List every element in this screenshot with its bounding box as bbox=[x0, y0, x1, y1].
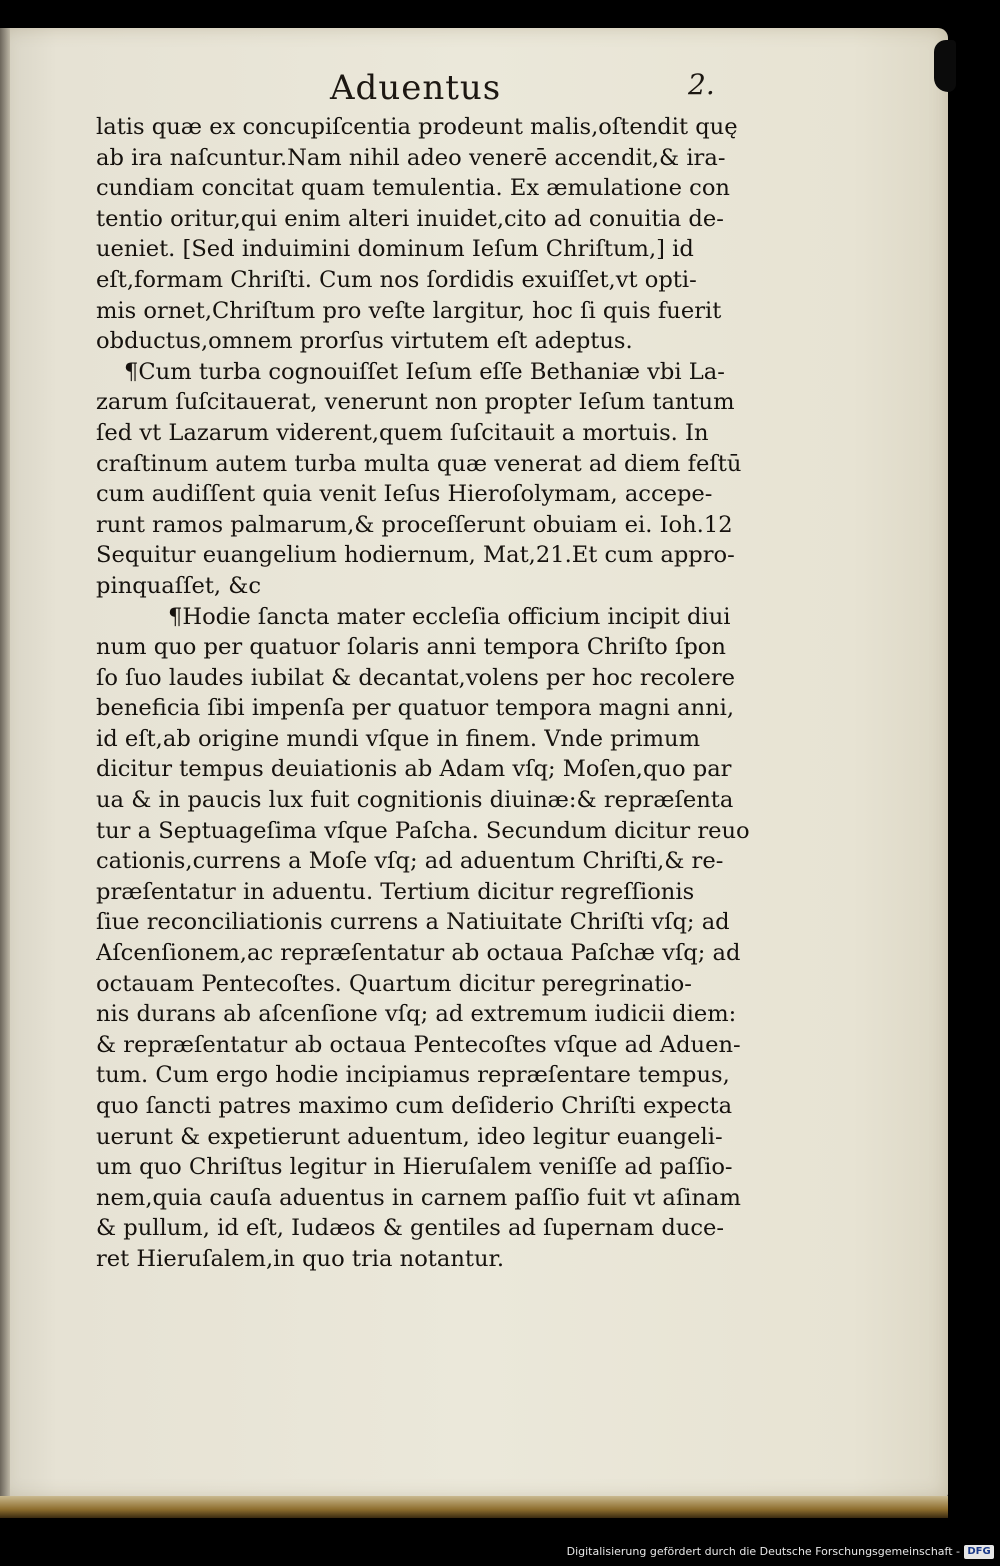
text-line: ueniet. [Sed induimini dominum Ieſum Chriſtum,] id bbox=[96, 236, 694, 263]
running-head: Aduentus bbox=[330, 68, 502, 108]
folio-number: 2. bbox=[688, 68, 715, 101]
text-line: tur a Septuageſima vſque Paſcha. Secundum dicitur reuo bbox=[96, 817, 750, 844]
dfg-logo: DFG bbox=[964, 1545, 994, 1559]
text-line: nem,quia cauſa aduentus in carnem paſſio fuit vt aſinam bbox=[96, 1184, 741, 1211]
text-line: ſiue reconciliationis currens a Natiuitate Chriſti vſq; ad bbox=[96, 909, 730, 936]
body-text bbox=[96, 112, 776, 1275]
text-line: nis durans ab aſcenſione vſq; ad extremum iudicii diem: bbox=[96, 1001, 737, 1028]
text-line: ſo ſuo laudes iubilat & decantat,volens per hoc recolere bbox=[96, 664, 736, 691]
page-header bbox=[0, 62, 948, 112]
text-line: ret Hieruſalem,in quo tria notantur. bbox=[96, 1245, 505, 1272]
text-line: ab ira naſcuntur.Nam nihil adeo venerē accendit,& ira- bbox=[96, 144, 726, 171]
text-line: cum audiſſent quia venit Ieſus Hieroſolymam, accepe- bbox=[96, 481, 713, 508]
text-line: ¶Hodie ſancta mater eccleſia officium incipit diui bbox=[168, 603, 731, 630]
text-line: ua & in paucis lux fuit cognitionis diuinæ:& repræſenta bbox=[96, 787, 734, 814]
page-bottom-edge bbox=[0, 1496, 948, 1518]
text-line: & repræſentatur ab octaua Pentecoſtes vſque ad Aduen- bbox=[96, 1031, 741, 1058]
footer-bar bbox=[0, 1528, 1000, 1566]
digitization-credit: Digitalisierung gefördert durch die Deutsche Forschungsgemeinschaft - bbox=[566, 1545, 960, 1558]
text-line: cundiam concitat quam temulentia. Ex æmulatione con bbox=[96, 175, 730, 202]
text-line: beneficia ſibi impenſa per quatuor tempora magni anni, bbox=[96, 695, 735, 722]
text-line: dicitur tempus deuiationis ab Adam vſq; Moſen,quo par bbox=[96, 756, 732, 783]
text-line: id eſt,ab origine mundi vſque in finem. Vnde primum bbox=[96, 725, 701, 752]
text-line: mis ornet,Chriſtum pro veſte largitur, hoc ſi quis fuerit bbox=[96, 297, 722, 324]
text-line: octauam Pentecoſtes. Quartum dicitur peregrinatio- bbox=[96, 970, 692, 997]
text-line: runt ramos palmarum,& proceſſerunt obuiam ei. Ioh.12 bbox=[96, 511, 733, 538]
text-line: ¶Cum turba cognouiſſet Ieſum eſſe Bethaniæ vbi La- bbox=[124, 358, 725, 385]
text-line: zarum ſuſcitauerat, venerunt non propter Ieſum tantum bbox=[96, 389, 735, 416]
text-line: pinquaſſet, &c bbox=[96, 572, 262, 599]
page-gutter bbox=[0, 28, 10, 1498]
text-line: quo ſancti patres maximo cum deſiderio Chriſti expecta bbox=[96, 1093, 733, 1119]
text-line: craſtinum autem turba multa quæ venerat ad diem feſtū bbox=[96, 450, 742, 477]
text-line: tum. Cum ergo hodie incipiamus repræſentare tempus, bbox=[96, 1062, 730, 1089]
text-line: uerunt & expetierunt aduentum, ideo legitur euangeli- bbox=[96, 1123, 723, 1150]
text-line: eſt,formam Chriſti. Cum nos ſordidis exuiſſet,vt opti- bbox=[96, 266, 697, 293]
text-line: num quo per quatuor ſolaris anni tempora Chriſto ſpon bbox=[96, 634, 726, 661]
text-line: cationis,currens a Moſe vſq; ad aduentum Chriſti,& re- bbox=[96, 848, 724, 875]
text-line: Sequitur euangelium hodiernum, Mat,21.Et cum appro- bbox=[96, 542, 735, 569]
text-line: tentio oritur,qui enim alteri inuidet,cito ad conuitia de- bbox=[96, 205, 724, 232]
text-line: & pullum, id eſt, Iudæos & gentiles ad ſupernam duce- bbox=[96, 1215, 725, 1242]
text-line: obductus,omnem prorſus virtutem eſt adeptus. bbox=[96, 328, 633, 355]
text-line: ſed vt Lazarum viderent,quem ſuſcitauit a mortuis. In bbox=[96, 419, 709, 446]
text-line: um quo Chriſtus legitur in Hieruſalem veniſſe ad paſſio- bbox=[96, 1154, 733, 1181]
text-line: Aſcenſionem,ac repræſentatur ab octaua Paſchæ vſq; ad bbox=[96, 940, 741, 967]
text-line: latis quæ ex concupiſcentia prodeunt malis,oſtendit quę bbox=[96, 114, 738, 140]
text-line: præſentatur in aduentu. Tertium dicitur regreſſionis bbox=[96, 878, 695, 905]
